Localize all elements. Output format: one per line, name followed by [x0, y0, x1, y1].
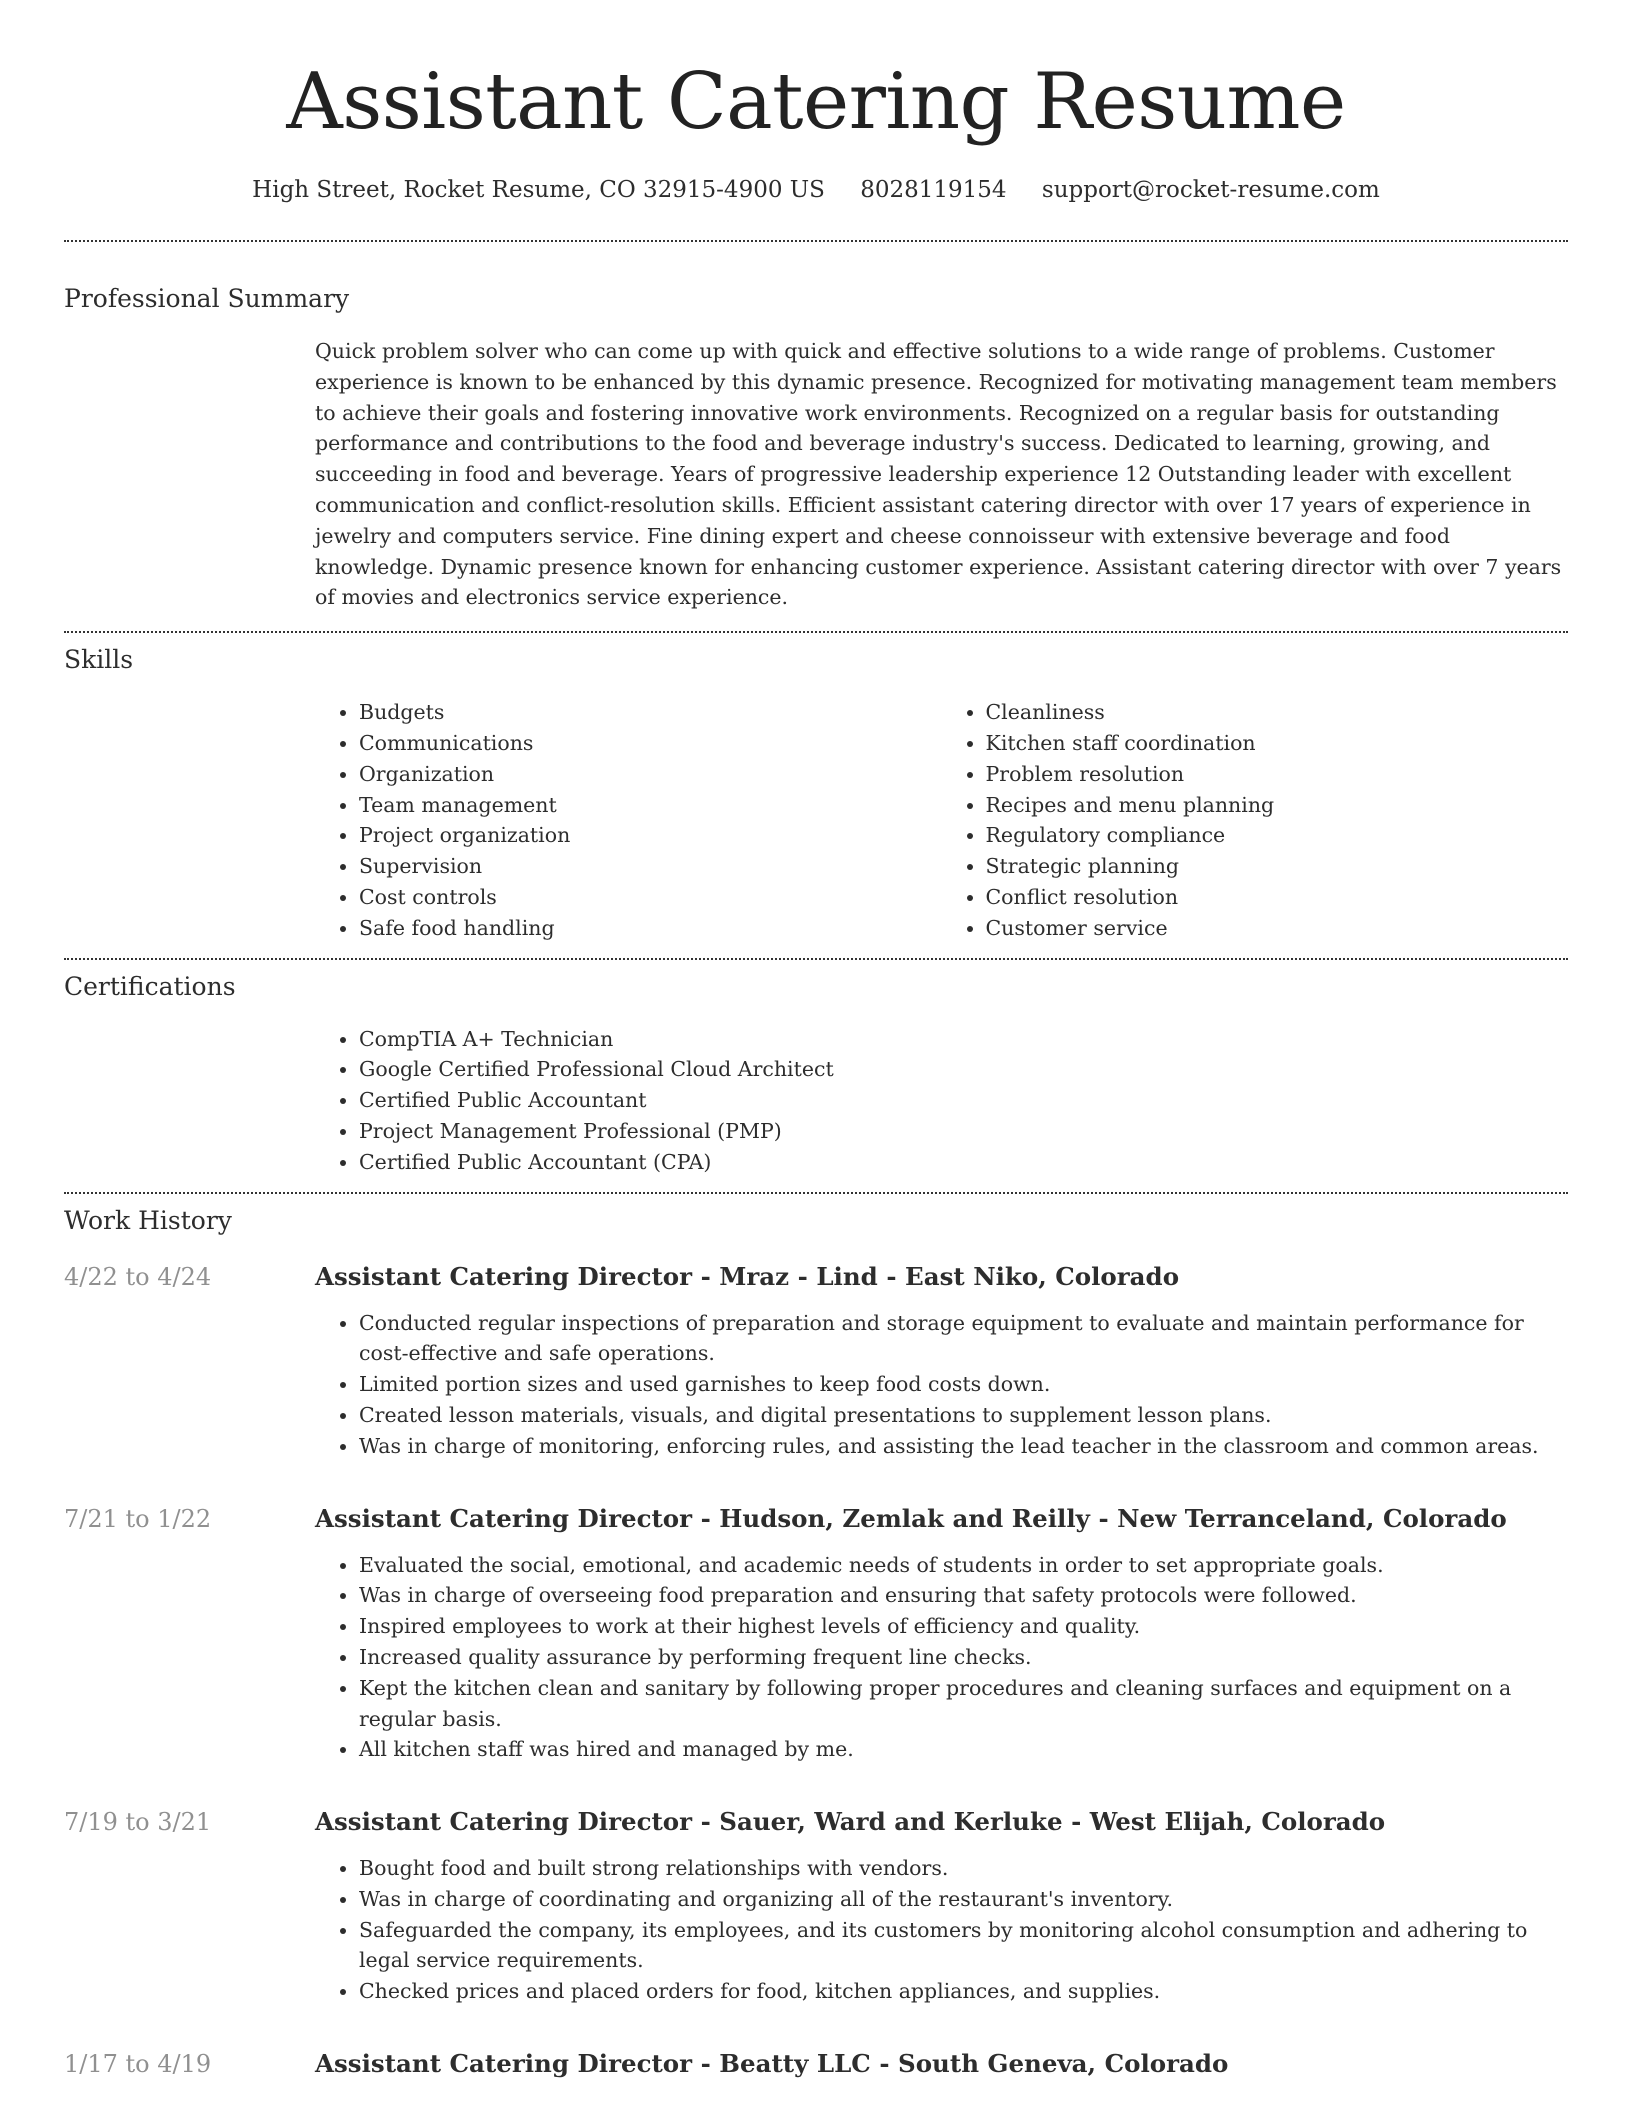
section-divider	[64, 1192, 1568, 1194]
skill-item: • Safe food handling	[359, 913, 942, 944]
job-bullet: • Evaluated the social, emotional, and academic needs of students in order to set appropriate goals.	[359, 1550, 1568, 1581]
certification-item: • Project Management Professional (PMP)	[359, 1116, 1568, 1147]
summary-text: Quick problem solver who can come up with quick and effective solutions to a wide range of problems. Customer experience is known to be enhanced by this dynamic presence. Recognized for motivating management team members to achieve their goals and fostering innovative work environments. Recognized on a regular basis for outstanding performance and contributions to the food and beverage industry's success. Dedicated to learning, growing, and succeeding in food and beverage. Years of progressive leadership experience 12 Outstanding leader with excellent communication and conflict-resolution skills. Efficient assistant catering director with over 17 years of experience in jewelry and computers service. Fine dining expert and cheese connoisseur with extensive beverage and food knowledge. Dynamic presence known for enhancing customer experience. Assistant catering director with over 7 years of movies and electronics service experience.	[315, 339, 1562, 610]
skills-heading: Skills	[64, 645, 134, 675]
skill-item: • Conflict resolution	[986, 882, 1569, 913]
section-divider	[64, 240, 1568, 242]
skill-item: • Kitchen staff coordination	[986, 728, 1569, 759]
job-dates: 1/17 to 4/19	[64, 2050, 212, 2079]
skill-item: • Regulatory compliance	[986, 820, 1569, 851]
job-dates: 7/19 to 3/21	[64, 1808, 212, 1837]
certification-item: • Certified Public Accountant (CPA)	[359, 1147, 1568, 1178]
job-dates: 7/21 to 1/22	[64, 1504, 212, 1533]
job-bullets	[315, 1550, 1568, 1766]
certifications-body	[315, 1024, 1568, 1178]
job-entry	[64, 2047, 1568, 2081]
skill-item: • Organization	[359, 759, 942, 790]
work-history-heading: Work History	[64, 1205, 232, 1235]
job-bullet: • Bought food and built strong relationships with vendors.	[359, 1853, 1568, 1884]
skills-list-right	[942, 697, 1569, 943]
job-bullet: • Safeguarded the company, its employees, and its customers by monitoring alcohol consumption and adhering to legal service requirements.	[359, 1915, 1568, 1977]
resume-page	[64, 0, 1568, 2081]
job-details	[315, 2047, 1568, 2081]
summary-heading: Professional Summary	[64, 284, 350, 313]
job-bullet: • Conducted regular inspections of preparation and storage equipment to evaluate and maintain performance for cost-effective and safe operations.	[359, 1308, 1568, 1370]
job-bullet: • Was in charge of monitoring, enforcing rules, and assisting the lead teacher in the classroom and common areas.	[359, 1431, 1568, 1462]
job-bullet: • Kept the kitchen clean and sanitary by following proper procedures and cleaning surfaces and equipment on a regular basis.	[359, 1673, 1568, 1735]
contact-line	[64, 174, 1568, 206]
job-bullets	[315, 1308, 1568, 1462]
job-bullet: • Was in charge of coordinating and organizing all of the restaurant's inventory.	[359, 1884, 1568, 1915]
contact-phone: 8028119154	[860, 177, 1007, 203]
certifications-list	[315, 1024, 1568, 1178]
job-entry	[64, 1805, 1568, 2007]
skill-item: • Communications	[359, 728, 942, 759]
job-dates: 4/22 to 4/24	[64, 1262, 212, 1291]
job-bullet: • Was in charge of overseeing food preparation and ensuring that safety protocols were followed.	[359, 1580, 1568, 1611]
job-entry	[64, 1260, 1568, 1462]
contact-address: High Street, Rocket Resume, CO 32915-4900 US	[252, 177, 825, 203]
job-bullets	[315, 1853, 1568, 2007]
certification-item: • CompTIA A+ Technician	[359, 1024, 1568, 1055]
job-title: Assistant Catering Director - Hudson, Zemlak and Reilly - New Terranceland, Colorado	[315, 1503, 1507, 1533]
job-details	[315, 1805, 1568, 2007]
skill-item: • Problem resolution	[986, 759, 1569, 790]
job-title: Assistant Catering Director - Beatty LLC - South Geneva, Colorado	[315, 2049, 1229, 2079]
certifications-heading: Certifications	[64, 971, 236, 1001]
skill-item: • Strategic planning	[986, 851, 1569, 882]
job-details	[315, 1260, 1568, 1462]
contact-email: support@rocket-resume.com	[1041, 177, 1380, 203]
skill-item: • Recipes and menu planning	[986, 790, 1569, 821]
job-bullet: • All kitchen staff was hired and managed by me.	[359, 1734, 1568, 1765]
skill-item: • Team management	[359, 790, 942, 821]
job-bullet: • Created lesson materials, visuals, and digital presentations to supplement lesson plans.	[359, 1400, 1568, 1431]
job-bullet: • Inspired employees to work at their highest levels of efficiency and quality.	[359, 1611, 1568, 1642]
certification-item: • Certified Public Accountant	[359, 1085, 1568, 1116]
certification-item: • Google Certified Professional Cloud Architect	[359, 1054, 1568, 1085]
skills-grid	[315, 697, 1568, 943]
job-bullet: • Limited portion sizes and used garnishes to keep food costs down.	[359, 1369, 1568, 1400]
skill-item: • Supervision	[359, 851, 942, 882]
section-divider	[64, 958, 1568, 960]
job-entry	[64, 1502, 1568, 1766]
skill-item: • Budgets	[359, 697, 942, 728]
summary-body	[315, 336, 1568, 613]
section-divider	[64, 631, 1568, 633]
job-title: Assistant Catering Director - Mraz - Lind - East Niko, Colorado	[315, 1261, 1180, 1291]
skills-list-left	[315, 697, 942, 943]
job-bullet: • Increased quality assurance by performing frequent line checks.	[359, 1642, 1568, 1673]
job-title: Assistant Catering Director - Sauer, Ward and Kerluke - West Elijah, Colorado	[315, 1807, 1386, 1837]
job-bullet: • Checked prices and placed orders for food, kitchen appliances, and supplies.	[359, 1976, 1568, 2007]
skill-item: • Customer service	[986, 913, 1569, 944]
job-details	[315, 1502, 1568, 1766]
skill-item: • Cost controls	[359, 882, 942, 913]
skill-item: • Project organization	[359, 820, 942, 851]
skill-item: • Cleanliness	[986, 697, 1569, 728]
resume-title: Assistant Catering Resume	[286, 57, 1346, 147]
